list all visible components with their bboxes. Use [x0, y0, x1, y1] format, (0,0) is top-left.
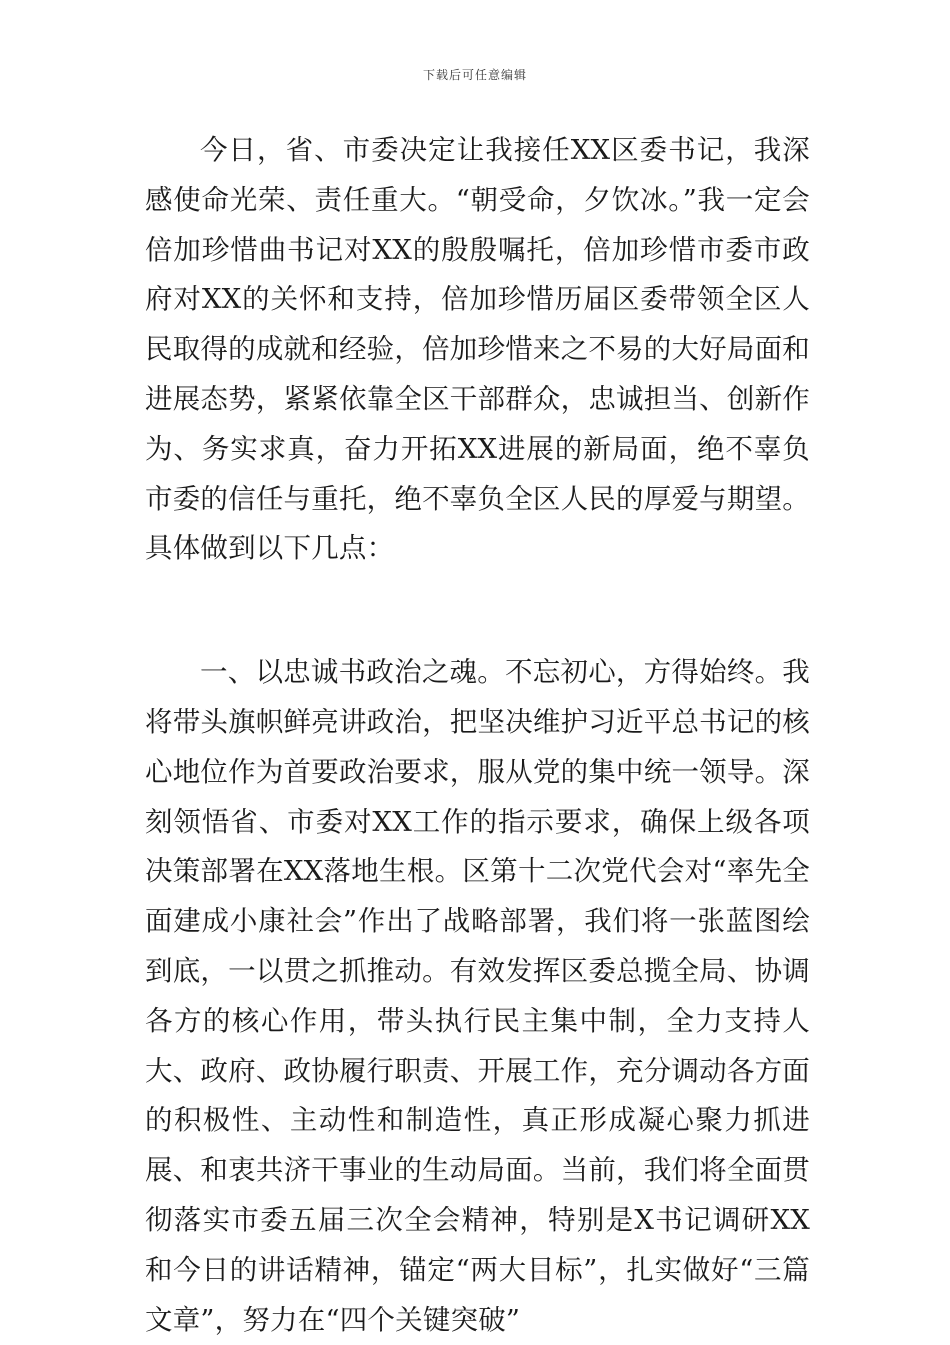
- header-note: 下载后可任意编辑: [422, 68, 527, 82]
- paragraph-spacer: [145, 574, 810, 648]
- paragraph-section-one: 一、以忠诚书政治之魂。不忘初心，方得始终。我将带头旗帜鲜亮讲政治，把坚决维护习近平总书记的核心地位作为首要政治要求，服从党的集中统一领导。深刻领悟省、市委对XX工作的指示要求，确保上级各项决策部署在XX落地生根。区第十二次党代会对“率先全面建成小康社会”作出了战略部署，我们将一张蓝图绘到底，一以贯之抓推动。有效发挥区委总揽全局、协调各方的核心作用，带头执行民主集中制，全力支持人大、政府、政协履行职责、开展工作，充分调动各方面的积极性、主动性和制造性，真正形成凝心聚力抓进展、和衷共济干事业的生动局面。当前，我们将全面贯彻落实市委五届三次全会精神，特别是X书记调研XX和今日的讲话精神，锚定“两大目标”，扎实做好“三篇文章”，努力在“四个关键突破”: [145, 656, 810, 1336]
- document-body: [145, 126, 810, 1345]
- paragraph-intro: 今日，省、市委决定让我接任XX区委书记，我深感使命光荣、责任重大。“朝受命，夕饮冰。”我一定会倍加珍惜曲书记对XX的殷殷嘱托，倍加珍惜市委市政府对XX的关怀和支持，倍加珍惜历届区委带领全区人民取得的成就和经验，倍加珍惜来之不易的大好局面和进展态势，紧紧依靠全区干部群众，忠诚担当、创新作为、务实求真，奋力开拓XX进展的新局面，绝不辜负市委的信任与重托，绝不辜负全区人民的厚爱与期望。具体做到以下几点：: [145, 134, 810, 565]
